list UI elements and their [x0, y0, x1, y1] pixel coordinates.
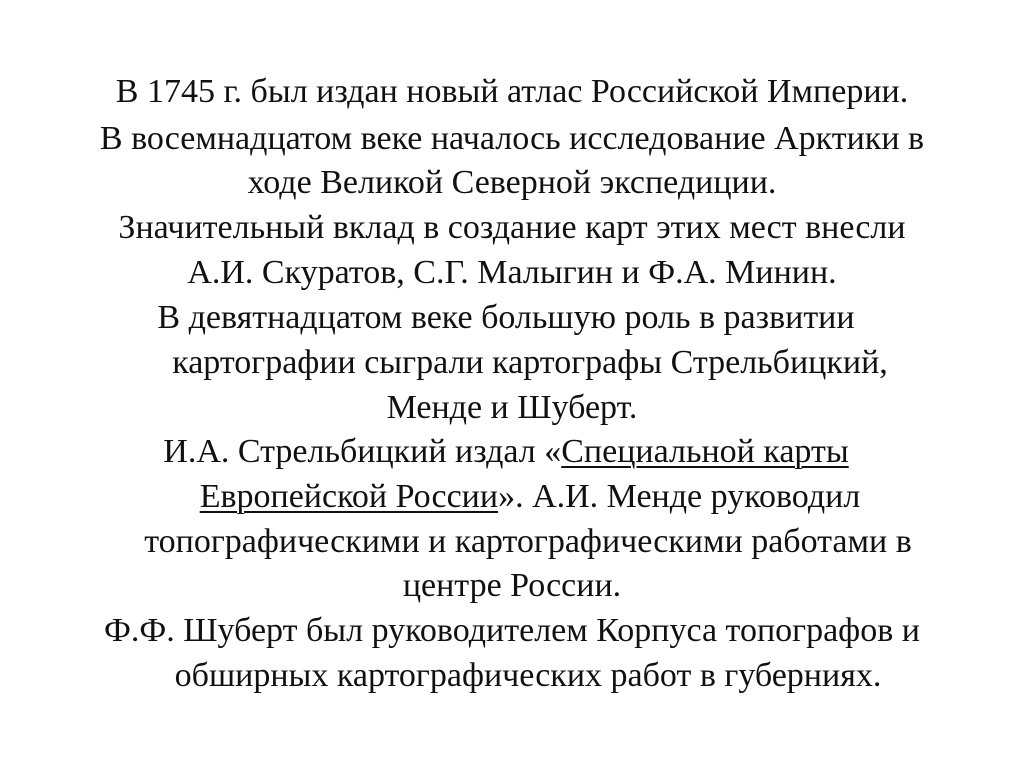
map-title-link-part-2[interactable]: Европейской России	[199, 478, 499, 515]
text-line: В девятнадцатом веке большую роль в развитии	[157, 299, 855, 336]
text-fragment: ». А.И. Менде руководил	[498, 478, 861, 515]
text-line: ходе Великой Северной экспедиции.	[247, 164, 777, 201]
text-line: Значительный вклад в создание карт этих мест внесли	[118, 209, 906, 246]
text-fragment: И.А. Стрельбицкий издал «	[163, 433, 562, 470]
text-line: топографическими и картографическими работами в	[144, 523, 912, 560]
text-line: Менде и Шуберт.	[386, 389, 638, 426]
text-line: картографии сыграли картографы Стрельбицкий,	[172, 344, 888, 381]
text-line	[0, 432, 1018, 472]
text-line: центре России.	[402, 567, 622, 604]
text-line: обширных картографических работ в губерниях.	[174, 657, 882, 694]
text-line: А.И. Скуратов, С.Г. Малыгин и Ф.А. Минин.	[187, 254, 837, 291]
map-title-link-part-1[interactable]: Специальной карты	[561, 433, 849, 470]
text-line: Ф.Ф. Шуберт был руководителем Корпуса топографов и	[104, 612, 920, 649]
text-line: В 1745 г. был издан новый атлас Российской Империи.	[115, 73, 909, 110]
text-line: В восемнадцатом веке началось исследование Арктики в	[99, 120, 925, 157]
text-line	[18, 477, 1024, 517]
